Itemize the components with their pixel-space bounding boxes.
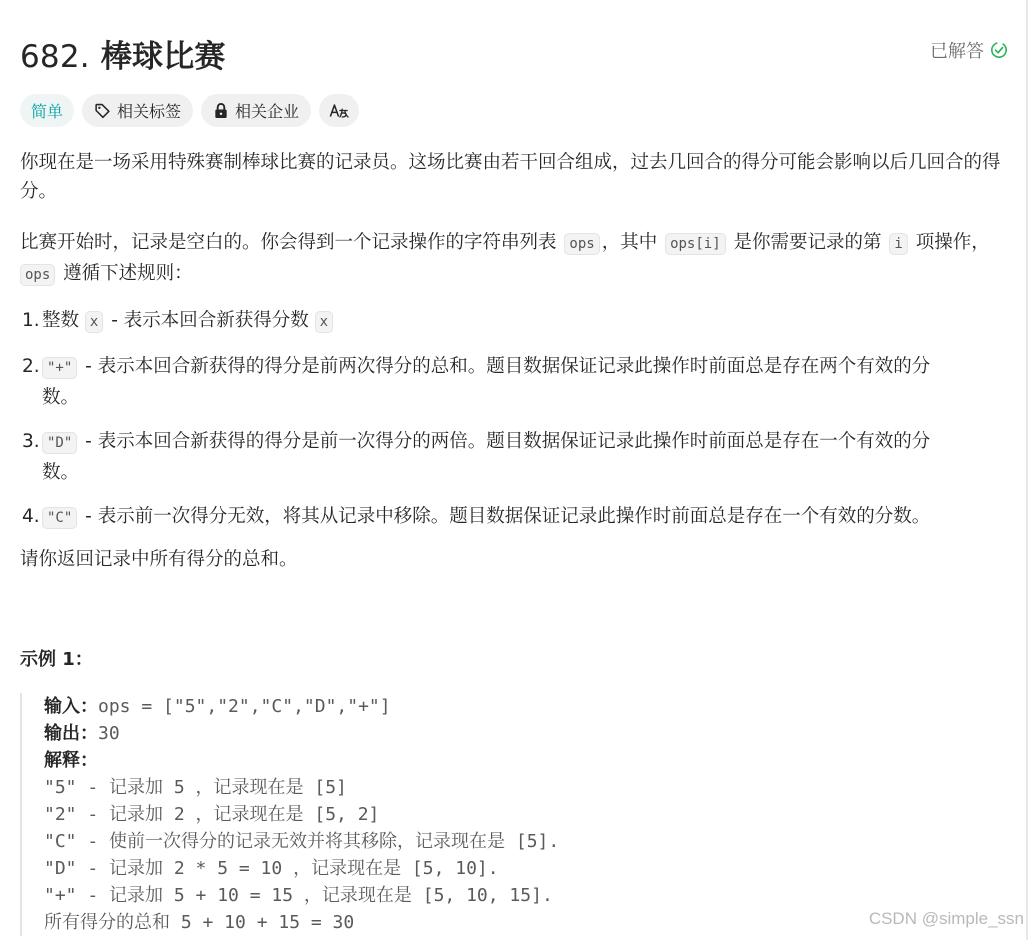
rule-code: "D" (42, 432, 77, 454)
difficulty-badge[interactable] (20, 94, 74, 127)
explain-line: "2" - 记录加 2 ，记录现在是 [5, 2] (44, 804, 380, 825)
input-label: 输入： (44, 696, 98, 717)
example-input (44, 693, 744, 720)
output-value: 30 (98, 723, 120, 744)
rules-list (20, 306, 980, 548)
related-companies-label: 相关企业 (235, 102, 300, 121)
intro-paragraph: 你现在是一场采用特殊赛制棒球比赛的记录员。这场比赛由若干回合组成，过去几回合的得分可能会影响以后几回合的得分。 (20, 152, 1001, 202)
check-circle-icon (990, 41, 1008, 59)
explain-line: "D" - 记录加 2 * 5 = 10 ，记录现在是 [5, 10]. (44, 858, 499, 879)
rule-code: "C" (42, 507, 77, 529)
list-item (20, 352, 952, 412)
tag-bar (20, 94, 359, 127)
ops-text-5: 遵循下述规则： (57, 263, 193, 284)
title-row (20, 30, 1008, 76)
ops-text-1: 比赛开始时，记录是空白的。你会得到一个记录操作的字符串列表 (20, 232, 563, 253)
code-ops-2: ops (20, 264, 55, 286)
explain-label: 解释： (44, 750, 98, 771)
translate-button[interactable] (319, 94, 359, 127)
problem-name: 棒球比赛 (100, 38, 226, 75)
example-output (44, 720, 744, 747)
example-explain (44, 747, 744, 774)
rule-index: 3. (22, 431, 40, 452)
rule-index: 1. (22, 310, 40, 331)
ops-text-3: 是你需要记录的第 (727, 232, 888, 253)
code-ops: ops (564, 233, 599, 255)
explain-line: "5" - 记录加 5 ，记录现在是 [5] (44, 777, 347, 798)
watermark: CSDN @simple_ssn (868, 909, 1024, 928)
explain-line: "+" - 记录加 5 + 10 = 15 ，记录现在是 [5, 10, 15]. (44, 885, 553, 906)
output-label: 输出： (44, 723, 98, 744)
rule-text: - 表示本回合新获得的得分是前两次得分的总和。题目数据保证记录此操作时前面总是存在两个有效的分数。 (42, 356, 931, 408)
list-item (20, 427, 952, 487)
rule-prefix: 整数 (42, 310, 85, 331)
code-ops-i: ops[i] (665, 233, 726, 255)
rule-index: 2. (22, 356, 40, 377)
ops-text-4: 项操作， (909, 232, 990, 253)
input-value: ops = ["5","2","C","D","+"] (98, 696, 391, 717)
list-item (20, 306, 952, 337)
problem-number: 682. (20, 38, 90, 75)
problem-title[interactable] (20, 31, 226, 76)
lock-icon (213, 102, 229, 119)
summary-paragraph: 请你返回记录中所有得分的总和。 (20, 549, 298, 570)
rule-code: "+" (42, 357, 77, 379)
rule-code-2: x (315, 311, 333, 333)
difficulty-label: 简单 (31, 102, 64, 121)
ops-text-2: ，其中 (601, 232, 664, 253)
tag-icon (94, 102, 111, 119)
rule-code: x (85, 311, 103, 333)
rule-index: 4. (22, 506, 40, 527)
code-i: i (889, 233, 907, 255)
solved-label: 已解答 (930, 41, 984, 62)
explain-line: "C" - 使前一次得分的记录无效并将其移除，记录现在是 [5]. (44, 831, 560, 852)
rule-text: - 表示前一次得分无效，将其从记录中移除。题目数据保证记录此操作时前面总是存在一个有效的分数。 (79, 506, 931, 527)
rule-text: - 表示本回合新获得分数 (105, 310, 315, 331)
related-companies-button[interactable] (201, 94, 311, 127)
ops-paragraph (20, 228, 1010, 290)
related-tags-button[interactable] (82, 94, 193, 127)
example-title: 示例 1： (20, 649, 93, 670)
explain-line: 所有得分的总和 5 + 10 + 15 = 30 (44, 912, 355, 933)
translate-icon (329, 102, 349, 120)
example-block (20, 693, 744, 936)
related-tags-label: 相关标签 (117, 102, 182, 121)
rule-text: - 表示本回合新获得的得分是前一次得分的两倍。题目数据保证记录此操作时前面总是存在一个有效的分数。 (42, 431, 931, 483)
list-item (20, 502, 952, 533)
solved-status (930, 37, 1008, 63)
